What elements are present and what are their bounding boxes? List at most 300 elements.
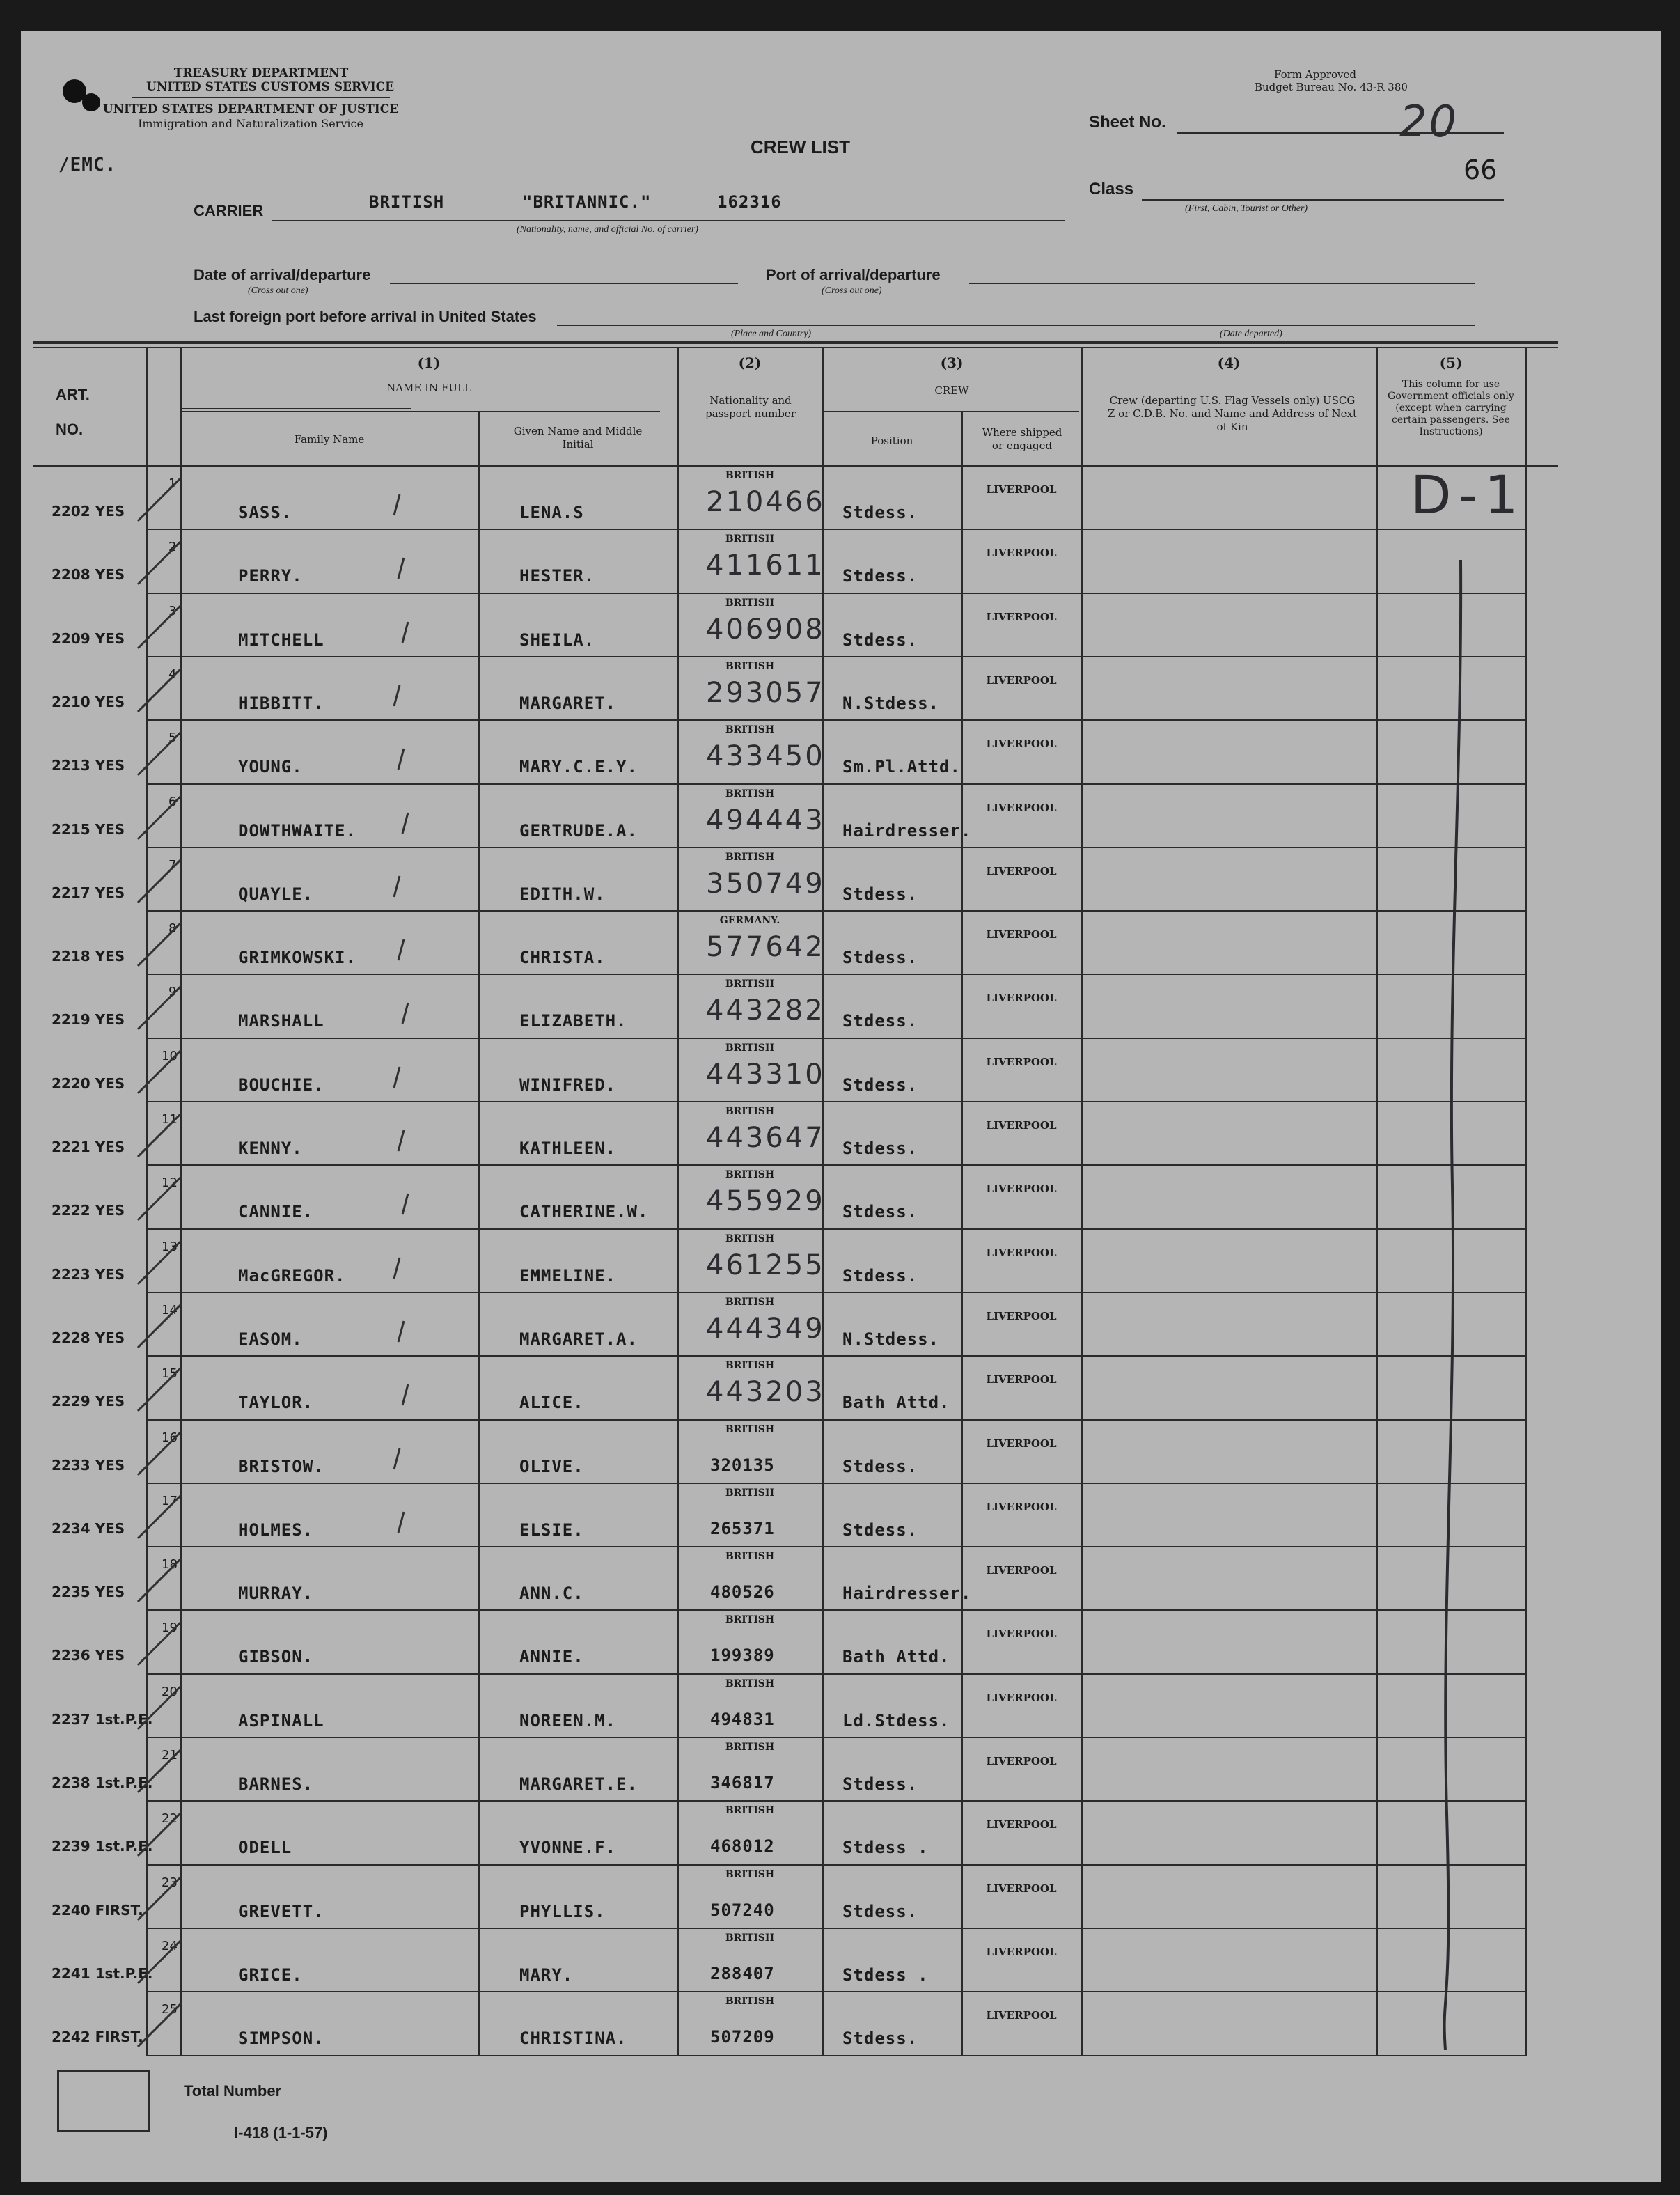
- shipped-port: LIVERPOOL: [986, 547, 1057, 560]
- family-name: MacGREGOR.: [238, 1265, 346, 1286]
- family-name: BRISTOW.: [238, 1456, 324, 1476]
- family-tick-icon: [398, 619, 412, 647]
- shipped-port: LIVERPOOL: [986, 1564, 1057, 1577]
- shipped-port: LIVERPOOL: [986, 1627, 1057, 1641]
- col-art-label: ART.: [56, 386, 90, 403]
- crew-subheader-line: [822, 411, 1079, 412]
- line-number: 4: [168, 666, 177, 682]
- given-name: SHEILA.: [519, 630, 595, 650]
- check-mark-icon: [132, 1425, 195, 1481]
- given-name: LENA.S: [519, 503, 584, 522]
- nationality: BRITISH: [725, 470, 775, 481]
- family-tick-icon: [390, 1064, 404, 1092]
- art-number: 2238 1st.P.E.: [52, 1774, 153, 1791]
- nationality: BRITISH: [725, 1106, 775, 1117]
- arrival-note: (Cross out one): [248, 286, 308, 296]
- passport-number: 411611: [706, 549, 825, 582]
- form-approved: Form Approved: [1274, 68, 1356, 81]
- shipped-port: LIVERPOOL: [986, 1437, 1057, 1450]
- family-tick-icon: [394, 1509, 408, 1537]
- crew-position: N.Stdess.: [842, 693, 940, 713]
- col5-number: (5): [1439, 354, 1463, 371]
- row-divider: [146, 1038, 1525, 1039]
- check-mark-icon: [132, 789, 195, 845]
- family-name: PERRY.: [238, 566, 303, 586]
- col2-title: Nationality and passport number: [705, 394, 796, 420]
- line-number: 14: [162, 1302, 178, 1318]
- given-name: GERTRUDE.A.: [519, 820, 638, 841]
- check-mark-icon: [132, 1297, 195, 1353]
- carrier-note: (Nationality, name, and official No. of carrier): [517, 224, 698, 235]
- row-divider: [146, 1991, 1525, 1992]
- line-number: 3: [168, 603, 177, 618]
- check-mark-icon: [132, 471, 195, 526]
- family-name: EASOM.: [238, 1329, 303, 1349]
- given-name: KATHLEEN.: [519, 1139, 617, 1158]
- given-name: ANN.C.: [519, 1584, 584, 1604]
- shipped-port: LIVERPOOL: [986, 483, 1057, 496]
- check-mark-icon: [132, 662, 195, 717]
- nationality: BRITISH: [725, 533, 775, 545]
- col1-number: (1): [417, 354, 441, 371]
- art-number: 2241 1st.P.E.: [52, 1964, 153, 1982]
- line-number: 17: [162, 1493, 178, 1508]
- passport-number: 199389: [710, 1646, 775, 1666]
- nationality: BRITISH: [725, 1678, 775, 1689]
- passport-number: 480526: [710, 1582, 775, 1602]
- nationality: BRITISH: [725, 1932, 775, 1944]
- shipped-port: LIVERPOOL: [986, 1755, 1057, 1767]
- row-divider: [146, 974, 1525, 975]
- line-number: 13: [162, 1239, 178, 1254]
- art-number: 2239 1st.P.E.: [52, 1838, 153, 1855]
- family-tick-icon: [390, 873, 404, 901]
- header-bottom-line: [33, 465, 1558, 467]
- given-name: CHRISTA.: [519, 948, 606, 968]
- crew-position: Stdess.: [842, 1265, 918, 1286]
- family-name: HOLMES.: [238, 1520, 314, 1540]
- official-annotation: D-1: [1411, 464, 1525, 526]
- dept-immigration: Immigration and Naturalization Service: [138, 117, 363, 130]
- col-divider-gov: [1376, 348, 1378, 2056]
- header-divider: [132, 97, 390, 98]
- crew-position: Stdess.: [842, 566, 918, 586]
- nationality: GERMANY.: [719, 915, 780, 927]
- crew-position: Bath Attd.: [842, 1393, 950, 1413]
- line-number: 5: [168, 731, 177, 746]
- shipped-port: LIVERPOOL: [986, 1500, 1057, 1513]
- nationality: BRITISH: [725, 1805, 775, 1817]
- check-mark-icon: [132, 916, 195, 971]
- row-divider: [146, 1673, 1525, 1675]
- date-departed-note: (Date departed): [1220, 329, 1282, 339]
- line-number: 1: [168, 476, 177, 491]
- art-number: 2223 YES: [52, 1265, 125, 1283]
- check-mark-icon: [132, 1615, 195, 1671]
- nationality: BRITISH: [725, 660, 775, 672]
- col3-number: (3): [940, 354, 964, 371]
- shipped-port: LIVERPOOL: [986, 928, 1057, 942]
- check-mark-icon: [132, 1170, 195, 1226]
- family-name: BARNES.: [238, 1774, 314, 1794]
- nationality: BRITISH: [725, 1169, 775, 1181]
- check-mark-icon: [132, 1107, 195, 1162]
- place-note: (Place and Country): [731, 329, 812, 339]
- check-mark-icon: [132, 1043, 195, 1099]
- table-top-line: [33, 341, 1558, 344]
- line-number: 23: [162, 1875, 178, 1890]
- col3-title: CREW: [934, 384, 969, 397]
- passport-number: 406908: [706, 613, 825, 646]
- family-name: MITCHELL: [238, 630, 324, 650]
- shipped-port: LIVERPOOL: [986, 1246, 1057, 1259]
- passport-number: 443647: [706, 1122, 825, 1154]
- line-number: 12: [162, 1175, 178, 1191]
- family-tick-icon: [398, 810, 412, 838]
- line-number: 15: [162, 1366, 178, 1382]
- check-mark-icon: [132, 725, 195, 781]
- line-number: 24: [162, 1938, 178, 1953]
- given-name: YVONNE.F.: [519, 1838, 617, 1858]
- row-divider: [146, 1292, 1525, 1293]
- shipped-port: LIVERPOOL: [986, 673, 1057, 687]
- family-name: HIBBITT.: [238, 693, 324, 713]
- line-number: 8: [168, 921, 177, 937]
- art-number: 2222 YES: [52, 1202, 125, 1219]
- nationality: BRITISH: [725, 1742, 775, 1753]
- col-divider-given: [478, 411, 480, 2056]
- given-name: ELIZABETH.: [519, 1011, 627, 1031]
- shipped-port: LIVERPOOL: [986, 1055, 1057, 1068]
- passport-number: 210466: [706, 486, 825, 518]
- family-tick-icon: [394, 555, 408, 583]
- given-name: OLIVE.: [519, 1456, 584, 1476]
- passport-number: 346817: [710, 1773, 775, 1792]
- family-tick-icon: [390, 1446, 404, 1474]
- art-number: 2235 YES: [52, 1584, 125, 1601]
- line-number: 21: [162, 1748, 178, 1763]
- shipped-port: LIVERPOOL: [986, 1882, 1057, 1895]
- row-divider: [146, 910, 1525, 912]
- line-number: 16: [162, 1430, 178, 1445]
- family-name: DOWTHWAITE.: [238, 820, 356, 841]
- port-note: (Cross out one): [822, 286, 882, 296]
- row-divider: [146, 1928, 1525, 1929]
- name-subheader-line: [180, 411, 660, 412]
- passport-number: 350749: [706, 867, 825, 900]
- crew-position: Stdess.: [842, 1075, 918, 1095]
- passport-number: 443310: [706, 1058, 825, 1091]
- nationality: BRITISH: [725, 1233, 775, 1244]
- family-name-header: Family Name: [294, 433, 365, 446]
- art-number: 2217 YES: [52, 884, 125, 901]
- family-name: GREVETT.: [238, 1901, 324, 1921]
- family-tick-icon: [394, 937, 408, 964]
- family-tick-icon: [390, 492, 404, 520]
- nationality: BRITISH: [725, 978, 775, 990]
- row-divider: [146, 1419, 1525, 1421]
- passport-number: 507240: [710, 1900, 775, 1920]
- nationality: BRITISH: [725, 1042, 775, 1054]
- passport-number: 494443: [706, 804, 825, 836]
- given-name: MARY.C.E.Y.: [519, 757, 638, 777]
- family-name: GRIMKOWSKI.: [238, 948, 356, 968]
- arrival-label: Date of arrival/departure: [194, 266, 371, 283]
- nationality: BRITISH: [725, 1614, 775, 1626]
- family-tick-icon: [398, 1382, 412, 1409]
- crew-position: Stdess.: [842, 1456, 918, 1476]
- line-number: 9: [168, 985, 177, 1000]
- check-mark-icon: [132, 1679, 195, 1735]
- check-mark-icon: [132, 852, 195, 908]
- line-number: 6: [168, 794, 177, 809]
- given-name: PHYLLIS.: [519, 1901, 606, 1921]
- family-name: CANNIE.: [238, 1202, 314, 1222]
- col1-title: NAME IN FULL: [386, 382, 471, 394]
- passport-number: 507209: [710, 2027, 775, 2047]
- passport-number: 293057: [706, 676, 825, 709]
- subheader-line: [181, 408, 411, 409]
- art-number: 2237 1st.P.E.: [52, 1710, 153, 1728]
- family-tick-icon: [398, 1191, 412, 1219]
- passport-number: 320135: [710, 1455, 775, 1475]
- line-number: 7: [168, 857, 177, 873]
- crew-position: N.Stdess.: [842, 1329, 940, 1349]
- crew-position: Stdess.: [842, 884, 918, 904]
- art-number: 2234 YES: [52, 1520, 125, 1537]
- art-number: 2208 YES: [52, 566, 125, 584]
- nationality: BRITISH: [725, 1360, 775, 1372]
- shipped-port: LIVERPOOL: [986, 1945, 1057, 1958]
- passport-number: 288407: [710, 1963, 775, 1983]
- line-number: 22: [162, 1811, 178, 1827]
- date-departed-line: [1058, 325, 1475, 326]
- nationality: BRITISH: [725, 1296, 775, 1308]
- line-number: 20: [162, 1684, 178, 1699]
- crew-position: Hairdresser.: [842, 820, 972, 841]
- nationality: BRITISH: [725, 851, 775, 863]
- class-note: (First, Cabin, Tourist or Other): [1185, 203, 1308, 214]
- family-name: ASPINALL: [238, 1710, 324, 1731]
- check-mark-icon: [132, 1552, 195, 1607]
- art-number: 2233 YES: [52, 1456, 125, 1474]
- crew-list-sheet: [21, 31, 1661, 2182]
- art-number: 2228 YES: [52, 1329, 125, 1346]
- family-name: MARSHALL: [238, 1011, 324, 1031]
- family-tick-icon: [398, 1000, 412, 1028]
- given-name: NOREEN.M.: [519, 1710, 617, 1731]
- given-name: WINIFRED.: [519, 1075, 617, 1095]
- art-number: 2242 FIRST.: [52, 2029, 143, 2046]
- crew-position: Stdess.: [842, 948, 918, 968]
- art-number: 2213 YES: [52, 757, 125, 774]
- shipped-port: LIVERPOOL: [986, 864, 1057, 877]
- art-number: 2210 YES: [52, 693, 125, 710]
- row-divider: [146, 783, 1525, 785]
- family-tick-icon: [390, 1255, 404, 1283]
- family-name: ODELL: [238, 1838, 292, 1858]
- dept-treasury: TREASURY DEPARTMENT: [173, 66, 349, 80]
- passport-number: 455929: [706, 1185, 825, 1218]
- art-number: 2215 YES: [52, 820, 125, 838]
- given-name: EDITH.W.: [519, 884, 606, 904]
- passport-number: 444349: [706, 1312, 825, 1345]
- dept-customs: UNITED STATES CUSTOMS SERVICE: [146, 80, 395, 94]
- table-top-line-2: [33, 347, 1558, 348]
- family-tick-icon: [394, 1127, 408, 1155]
- shipped-port: LIVERPOOL: [986, 1691, 1057, 1704]
- passport-number: 468012: [710, 1836, 775, 1857]
- line-number: 18: [162, 1557, 178, 1572]
- page-number: 66: [1463, 155, 1498, 185]
- family-name: MURRAY.: [238, 1584, 314, 1604]
- art-number: 2229 YES: [52, 1393, 125, 1410]
- row-divider: [146, 847, 1525, 848]
- shipped-port: LIVERPOOL: [986, 801, 1057, 814]
- family-name: SASS.: [238, 503, 292, 522]
- row-divider: [146, 1228, 1525, 1230]
- crew-position: Stdess .: [842, 1964, 929, 1985]
- row-divider: [146, 1164, 1525, 1166]
- passport-number: 461255: [706, 1249, 825, 1281]
- art-number: 2240 FIRST.: [52, 1901, 143, 1919]
- crew-position: Stdess.: [842, 1901, 918, 1921]
- nationality: BRITISH: [725, 788, 775, 799]
- col4-number: (4): [1217, 354, 1241, 371]
- left-code: /EMC.: [58, 155, 117, 175]
- row-divider: [146, 529, 1525, 530]
- row-divider: [146, 1355, 1525, 1357]
- nationality: BRITISH: [725, 1551, 775, 1563]
- art-number: 2209 YES: [52, 630, 125, 647]
- crew-position: Stdess.: [842, 503, 918, 522]
- nationality: BRITISH: [725, 1487, 775, 1499]
- crew-position: Stdess.: [842, 1139, 918, 1158]
- budget-bureau: Budget Bureau No. 43-R 380: [1255, 81, 1408, 93]
- shipped-port: LIVERPOOL: [986, 737, 1057, 751]
- nationality: BRITISH: [725, 1868, 775, 1880]
- col-no-label: NO.: [56, 421, 84, 438]
- passport-number: 577642: [706, 931, 825, 964]
- crew-position: Stdess.: [842, 1011, 918, 1031]
- crew-position: Hairdresser.: [842, 1584, 972, 1604]
- family-name: GRICE.: [238, 1964, 303, 1985]
- class-line: [1142, 199, 1504, 201]
- check-mark-icon: [132, 1234, 195, 1290]
- crew-position: Stdess.: [842, 1202, 918, 1222]
- family-name: TAYLOR.: [238, 1393, 314, 1413]
- check-mark-icon: [132, 598, 195, 654]
- crew-position: Ld.Stdess.: [842, 1710, 950, 1731]
- line-number: 2: [168, 540, 177, 555]
- art-number: 2221 YES: [52, 1139, 125, 1155]
- passport-number: 433450: [706, 740, 825, 773]
- nationality: BRITISH: [725, 724, 775, 736]
- last-port-label: Last foreign port before arrival in United States: [194, 308, 537, 325]
- carrier-name: "BRITANNIC.": [522, 192, 652, 212]
- carrier-label: CARRIER: [194, 202, 264, 219]
- family-name: YOUNG.: [238, 757, 303, 777]
- arrival-line: [390, 283, 738, 284]
- sheet-number: 20: [1399, 96, 1459, 147]
- line-number: 25: [162, 2002, 178, 2017]
- check-mark-icon: [132, 1742, 195, 1798]
- shipped-port: LIVERPOOL: [986, 1309, 1057, 1322]
- family-name: BOUCHIE.: [238, 1075, 324, 1095]
- shipped-port: LIVERPOOL: [986, 2009, 1057, 2022]
- col2-number: (2): [738, 354, 762, 371]
- row-divider: [146, 2055, 1525, 2056]
- dept-justice: UNITED STATES DEPARTMENT OF JUSTICE: [102, 102, 399, 116]
- shipped-port: LIVERPOOL: [986, 1818, 1057, 1831]
- check-mark-icon: [132, 1488, 195, 1544]
- art-number: 2202 YES: [52, 503, 125, 520]
- check-mark-icon: [132, 1933, 195, 1989]
- col-divider-shipped: [961, 411, 963, 2056]
- given-name: HESTER.: [519, 566, 595, 586]
- passport-number: 265371: [710, 1518, 775, 1538]
- family-name: GIBSON.: [238, 1647, 314, 1667]
- given-name: MARY.: [519, 1964, 574, 1985]
- art-number: 2219 YES: [52, 1011, 125, 1029]
- check-mark-icon: [132, 534, 195, 590]
- given-name: MARGARET.: [519, 693, 617, 713]
- family-tick-icon: [390, 682, 404, 710]
- given-name: MARGARET.E.: [519, 1774, 638, 1794]
- crew-position: Bath Attd.: [842, 1647, 950, 1667]
- nationality: BRITISH: [725, 597, 775, 609]
- shipped-port: LIVERPOOL: [986, 992, 1057, 1005]
- family-tick-icon: [394, 746, 408, 774]
- row-divider: [146, 1609, 1525, 1611]
- total-number-box[interactable]: [57, 2070, 150, 2132]
- given-name-header: Given Name and Middle Initial: [513, 425, 643, 451]
- shipped-port: LIVERPOOL: [986, 1119, 1057, 1132]
- col-divider-kin: [1081, 348, 1083, 2056]
- shipped-port: LIVERPOOL: [986, 610, 1057, 623]
- crew-position: Stdess.: [842, 1774, 918, 1794]
- family-tick-icon: [394, 1318, 408, 1346]
- check-mark-icon: [132, 979, 195, 1035]
- port-line: [969, 283, 1475, 284]
- check-mark-icon: [132, 1361, 195, 1416]
- crew-list-title: CREW LIST: [751, 136, 850, 157]
- crew-position: Stdess.: [842, 1520, 918, 1540]
- shipped-header: Where shipped or engaged: [982, 426, 1062, 452]
- row-divider: [146, 1737, 1525, 1738]
- family-name: KENNY.: [238, 1139, 303, 1158]
- given-name: ELSIE.: [519, 1520, 584, 1540]
- sheet-label: Sheet No.: [1089, 113, 1166, 132]
- shipped-port: LIVERPOOL: [986, 1373, 1057, 1386]
- carrier-number: 162316: [717, 192, 782, 212]
- passport-number: 494831: [710, 1709, 775, 1729]
- given-name: EMMELINE.: [519, 1265, 617, 1286]
- family-name: QUAYLE.: [238, 884, 314, 904]
- carrier-line: [272, 220, 1065, 221]
- row-divider: [146, 1864, 1525, 1866]
- given-name: ALICE.: [519, 1393, 584, 1413]
- col5-title: This column for use Government officials only (except when carrying certain passengers. See Instructions): [1388, 379, 1514, 437]
- check-mark-icon: [132, 1806, 195, 1861]
- art-number: 2218 YES: [52, 948, 125, 965]
- check-mark-icon: [132, 1997, 195, 2052]
- given-name: CATHERINE.W.: [519, 1202, 649, 1222]
- row-divider: [146, 1800, 1525, 1802]
- nationality: BRITISH: [725, 1996, 775, 2008]
- crew-position: Stdess.: [842, 2029, 918, 2049]
- form-number: I-418 (1-1-57): [234, 2124, 328, 2141]
